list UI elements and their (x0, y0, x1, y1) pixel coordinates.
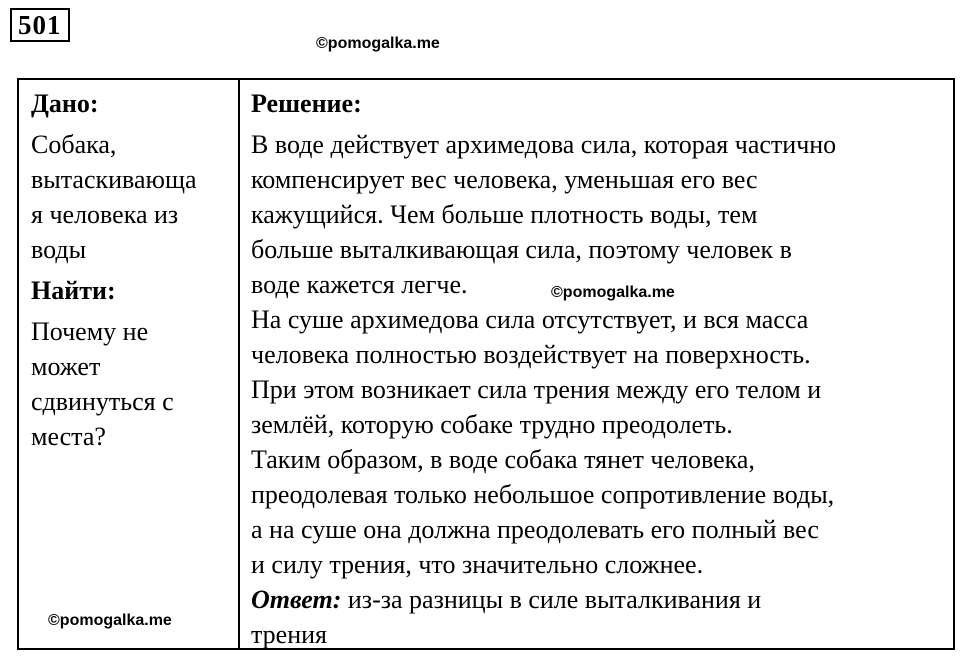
solution-line: больше выталкивающая сила, поэтому человек в (251, 235, 792, 264)
solution-line: При этом возникает сила трения между его телом и (251, 375, 822, 404)
given-text (31, 127, 231, 267)
solution-line: преодолевая только небольшое сопротивление воды, (251, 480, 835, 509)
answer-line (251, 582, 951, 617)
solution-line: человека полностью воздействует на поверхность. (251, 340, 811, 369)
given-line: я человека из (31, 200, 179, 229)
solution-line: Таким образом, в воде собака тянет человека, (251, 445, 755, 474)
watermark-top: ©pomogalka.me (316, 35, 440, 52)
answer-text: из-за разницы в силе выталкивания и (347, 585, 762, 614)
solution-line: землёй, которую собаке трудно преодолеть. (251, 410, 733, 439)
column-divider (238, 80, 240, 648)
find-line: может (31, 352, 101, 381)
given-line: Собака, (31, 130, 117, 159)
given-heading: Дано: (31, 89, 99, 118)
solution-line: а на суше она должна преодолевать его полный вес (251, 515, 819, 544)
answer-label: Ответ: (251, 585, 342, 614)
solution-line: В воде действует архимедова сила, которая частично (251, 130, 837, 159)
find-line: места? (31, 422, 106, 451)
problem-number: 501 (10, 8, 70, 42)
solution-line: компенсирует вес человека, уменьшая его вес (251, 165, 758, 194)
given-find-column (31, 86, 231, 454)
given-line: вытаскивающа (31, 165, 197, 194)
given-line: воды (31, 235, 87, 264)
solution-line: На суше архимедова сила отсутствует, и вся масса (251, 305, 809, 334)
solution-line: и силу трения, что значительно сложнее. (251, 550, 704, 579)
watermark-bottom: ©pomogalka.me (48, 612, 172, 629)
find-heading: Найти: (31, 276, 116, 305)
solution-line: кажущийся. Чем больше плотность воды, тем (251, 200, 758, 229)
solution-column (251, 86, 951, 652)
find-line: сдвинуться с (31, 387, 174, 416)
solution-line: воде кажется легче. (251, 270, 468, 299)
solution-text (251, 127, 951, 652)
watermark-middle: ©pomogalka.me (551, 284, 675, 301)
solution-heading: Решение: (251, 89, 362, 118)
find-line: Почему не (31, 317, 149, 346)
solution-table (17, 78, 955, 650)
find-text (31, 314, 231, 454)
answer-line: трения (251, 620, 328, 649)
